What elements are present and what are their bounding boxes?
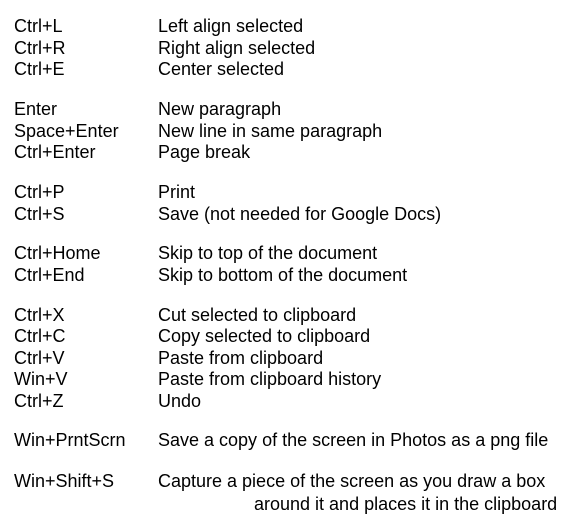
shortcut-description: Cut selected to clipboard <box>158 305 357 325</box>
shortcut-keys: Ctrl+S <box>14 204 65 224</box>
shortcut-row <box>0 390 582 412</box>
shortcut-row <box>0 37 582 59</box>
shortcut-keys: Win+V <box>14 369 68 389</box>
shortcut-description: Capture a piece of the screen as you draw a box <box>158 471 546 491</box>
shortcut-row <box>0 470 582 492</box>
shortcut-row <box>0 242 582 264</box>
shortcut-keys: Win+PrntScrn <box>14 430 126 450</box>
shortcut-row <box>0 15 582 37</box>
shortcut-description: Paste from clipboard history <box>158 369 382 389</box>
shortcut-description: Right align selected <box>158 38 316 58</box>
shortcut-description: New paragraph <box>158 99 282 119</box>
shortcut-description-continuation: around it and places it in the clipboard <box>254 494 558 514</box>
shortcut-description: Undo <box>158 391 202 411</box>
shortcut-keys: Ctrl+P <box>14 182 65 202</box>
shortcut-keys: Ctrl+End <box>14 265 85 285</box>
shortcut-row-continuation <box>0 493 582 515</box>
shortcut-keys: Ctrl+X <box>14 305 65 325</box>
shortcut-row <box>0 141 582 163</box>
shortcut-description: Page break <box>158 142 251 162</box>
shortcut-keys: Win+Shift+S <box>14 471 115 491</box>
shortcut-description: Left align selected <box>158 16 304 36</box>
shortcut-row <box>0 325 582 347</box>
shortcut-row <box>0 181 582 203</box>
shortcut-keys: Ctrl+E <box>14 59 65 79</box>
shortcut-keys: Ctrl+Z <box>14 391 64 411</box>
shortcut-keys: Ctrl+V <box>14 348 65 368</box>
shortcut-description: Print <box>158 182 196 202</box>
shortcut-keys: Ctrl+Home <box>14 243 101 263</box>
shortcut-description: Center selected <box>158 59 285 79</box>
shortcut-row <box>0 264 582 286</box>
shortcut-keys: Ctrl+R <box>14 38 66 58</box>
shortcut-keys: Space+Enter <box>14 121 119 141</box>
shortcut-row <box>0 368 582 390</box>
shortcut-row <box>0 58 582 80</box>
shortcut-description: Copy selected to clipboard <box>158 326 371 346</box>
shortcut-row <box>0 203 582 225</box>
shortcut-row <box>0 429 582 451</box>
shortcut-description: Save a copy of the screen in Photos as a png file <box>158 430 549 450</box>
shortcut-description: New line in same paragraph <box>158 121 383 141</box>
shortcut-keys: Ctrl+Enter <box>14 142 96 162</box>
shortcut-description: Save (not needed for Google Docs) <box>158 204 442 224</box>
shortcut-keys: Ctrl+C <box>14 326 66 346</box>
shortcut-row <box>0 347 582 369</box>
shortcut-description: Skip to bottom of the document <box>158 265 408 285</box>
shortcut-row <box>0 304 582 326</box>
shortcut-description: Skip to top of the document <box>158 243 378 263</box>
shortcut-keys: Ctrl+L <box>14 16 63 36</box>
shortcut-description: Paste from clipboard <box>158 348 324 368</box>
shortcut-row <box>0 120 582 142</box>
shortcut-row <box>0 98 582 120</box>
shortcut-keys: Enter <box>14 99 58 119</box>
